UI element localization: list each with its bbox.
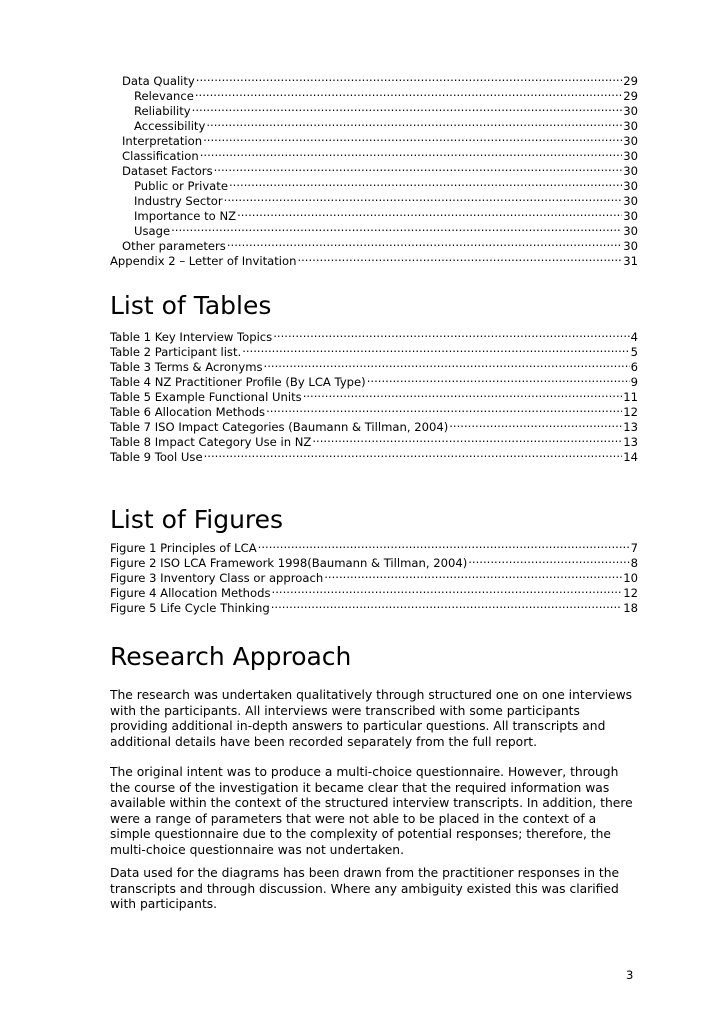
list-of-figures-heading: List of Figures — [110, 505, 284, 534]
toc-leader — [204, 446, 623, 461]
table-entry-text: Table 6 Allocation Methods — [110, 405, 266, 419]
toc-entry-page: 30 — [623, 164, 638, 178]
toc-leader — [449, 416, 622, 431]
table-entry-text: Table 9 Tool Use — [110, 450, 203, 464]
table-entry-page: 6 — [630, 360, 638, 374]
toc-entry-text: Data Quality — [122, 74, 195, 88]
toc-entry-text: Classification — [122, 149, 199, 163]
toc-leader — [242, 341, 629, 356]
research-paragraph: Data used for the diagrams has been drawn from the practitioner responses in the transcripts and through discussion. Where any ambiguity existed this was clarified with participants. — [110, 866, 620, 911]
table-entry-page: 13 — [623, 420, 638, 434]
toc-leader — [192, 100, 623, 115]
figure-entry-text: Figure 1 Principles of LCA — [110, 541, 257, 555]
figure-entry-page: 18 — [623, 601, 638, 615]
toc-leader — [203, 130, 622, 145]
table-entry-page: 4 — [630, 330, 638, 344]
toc-entry[interactable] — [110, 235, 638, 253]
toc-leader — [312, 431, 622, 446]
toc-entry-page: 29 — [623, 89, 638, 103]
toc-entry-page: 31 — [623, 254, 638, 268]
toc-entry-page: 30 — [623, 209, 638, 223]
table-entry-text: Table 8 Impact Category Use in NZ — [110, 435, 312, 449]
toc-entry-page: 30 — [623, 239, 638, 253]
figure-entry-page: 8 — [630, 556, 638, 570]
toc-entry-page: 30 — [623, 194, 638, 208]
toc-entry-text: Reliability — [134, 104, 191, 118]
table-entry-page: 13 — [623, 435, 638, 449]
toc-leader — [324, 567, 622, 582]
toc-entry[interactable] — [110, 220, 638, 238]
toc-leader — [200, 145, 623, 160]
toc-leader — [229, 175, 622, 190]
table-entry-page: 5 — [630, 345, 638, 359]
figure-entry-page: 7 — [630, 541, 638, 555]
toc-entry-page: 30 — [623, 134, 638, 148]
page-number: 3 — [626, 968, 634, 982]
toc-entry-text: Relevance — [134, 89, 194, 103]
toc-entry-page: 29 — [623, 74, 638, 88]
toc-leader — [196, 70, 622, 85]
toc-entry-page: 30 — [623, 119, 638, 133]
toc-leader — [258, 537, 630, 552]
toc-leader — [272, 582, 623, 597]
toc-leader — [171, 220, 622, 235]
toc-entry-text: Dataset Factors — [122, 164, 213, 178]
figure-entry-text: Figure 3 Inventory Class or approach — [110, 571, 324, 585]
table-entry-text: Table 7 ISO Impact Categories (Baumann & Tillman, 2004) — [110, 420, 449, 434]
toc-entry[interactable] — [110, 70, 638, 88]
toc-leader — [214, 160, 623, 175]
toc-entry-text: Accessibility — [134, 119, 206, 133]
toc-entry-page: 30 — [623, 224, 638, 238]
figure-entry-text: Figure 5 Life Cycle Thinking — [110, 601, 270, 615]
table-entry-text: Table 5 Example Functional Units — [110, 390, 302, 404]
toc-leader — [273, 326, 629, 341]
toc-leader — [206, 115, 622, 130]
toc-leader — [227, 235, 622, 250]
table-of-contents — [110, 70, 638, 268]
toc-entry-text: Public or Private — [134, 179, 228, 193]
toc-entry-text: Appendix 2 – Letter of Invitation — [110, 254, 297, 268]
toc-entry-text: Industry Sector — [134, 194, 223, 208]
toc-entry-text: Other parameters — [122, 239, 226, 253]
toc-leader — [224, 190, 623, 205]
toc-entry-page: 30 — [623, 149, 638, 163]
table-entry-page: 11 — [623, 390, 638, 404]
table-entry-text: Table 3 Terms & Acronyms — [110, 360, 263, 374]
toc-entry-page: 30 — [623, 104, 638, 118]
list-of-figures — [110, 537, 638, 615]
toc-leader — [237, 205, 622, 220]
figure-entry-text: Figure 2 ISO LCA Framework 1998(Baumann & Tillman, 2004) — [110, 556, 468, 570]
toc-leader — [266, 401, 622, 416]
list-of-tables — [110, 326, 638, 464]
figure-entry-text: Figure 4 Allocation Methods — [110, 586, 271, 600]
table-entry-page: 9 — [630, 375, 638, 389]
toc-entry-text: Importance to NZ — [134, 209, 237, 223]
list-of-tables-heading: List of Tables — [110, 291, 272, 320]
table-entry-text: Table 4 NZ Practitioner Profile (By LCA Type) — [110, 375, 366, 389]
toc-entry-page: 30 — [623, 179, 638, 193]
toc-leader — [303, 386, 623, 401]
toc-leader — [468, 552, 629, 567]
table-entry-page: 12 — [623, 405, 638, 419]
research-approach-heading: Research Approach — [110, 642, 352, 671]
table-entry-text: Table 2 Participant list. — [110, 345, 242, 359]
toc-entry-text: Usage — [134, 224, 171, 238]
research-paragraph: The research was undertaken qualitatively through structured one on one interviews with the participants. All interviews were transcribed with some participants providing additional in-depth answers to particular questions. All transcripts and additional details have been recorded separately from the full report. — [110, 688, 633, 749]
toc-leader — [195, 85, 622, 100]
table-entry-page: 14 — [623, 450, 638, 464]
toc-leader — [367, 371, 630, 386]
figure-entry-page: 12 — [623, 586, 638, 600]
figure-entry-page: 10 — [623, 571, 638, 585]
table-entry[interactable] — [110, 326, 638, 344]
research-paragraph: The original intent was to produce a multi-choice questionnaire. However, through the course of the investigation it became clear that the required information was available within the context of the structured interview transcripts. In addition, there were a range of parameters that were not able to be placed in the context of a simple questionnaire due to the complexity of potential responses; therefore, the multi-choice questionnaire was not undertaken. — [110, 765, 633, 857]
toc-leader — [271, 597, 622, 612]
toc-leader — [264, 356, 630, 371]
figure-entry[interactable] — [110, 537, 638, 555]
table-entry-text: Table 1 Key Interview Topics — [110, 330, 273, 344]
toc-leader — [297, 250, 622, 265]
toc-entry-text: Interpretation — [122, 134, 203, 148]
